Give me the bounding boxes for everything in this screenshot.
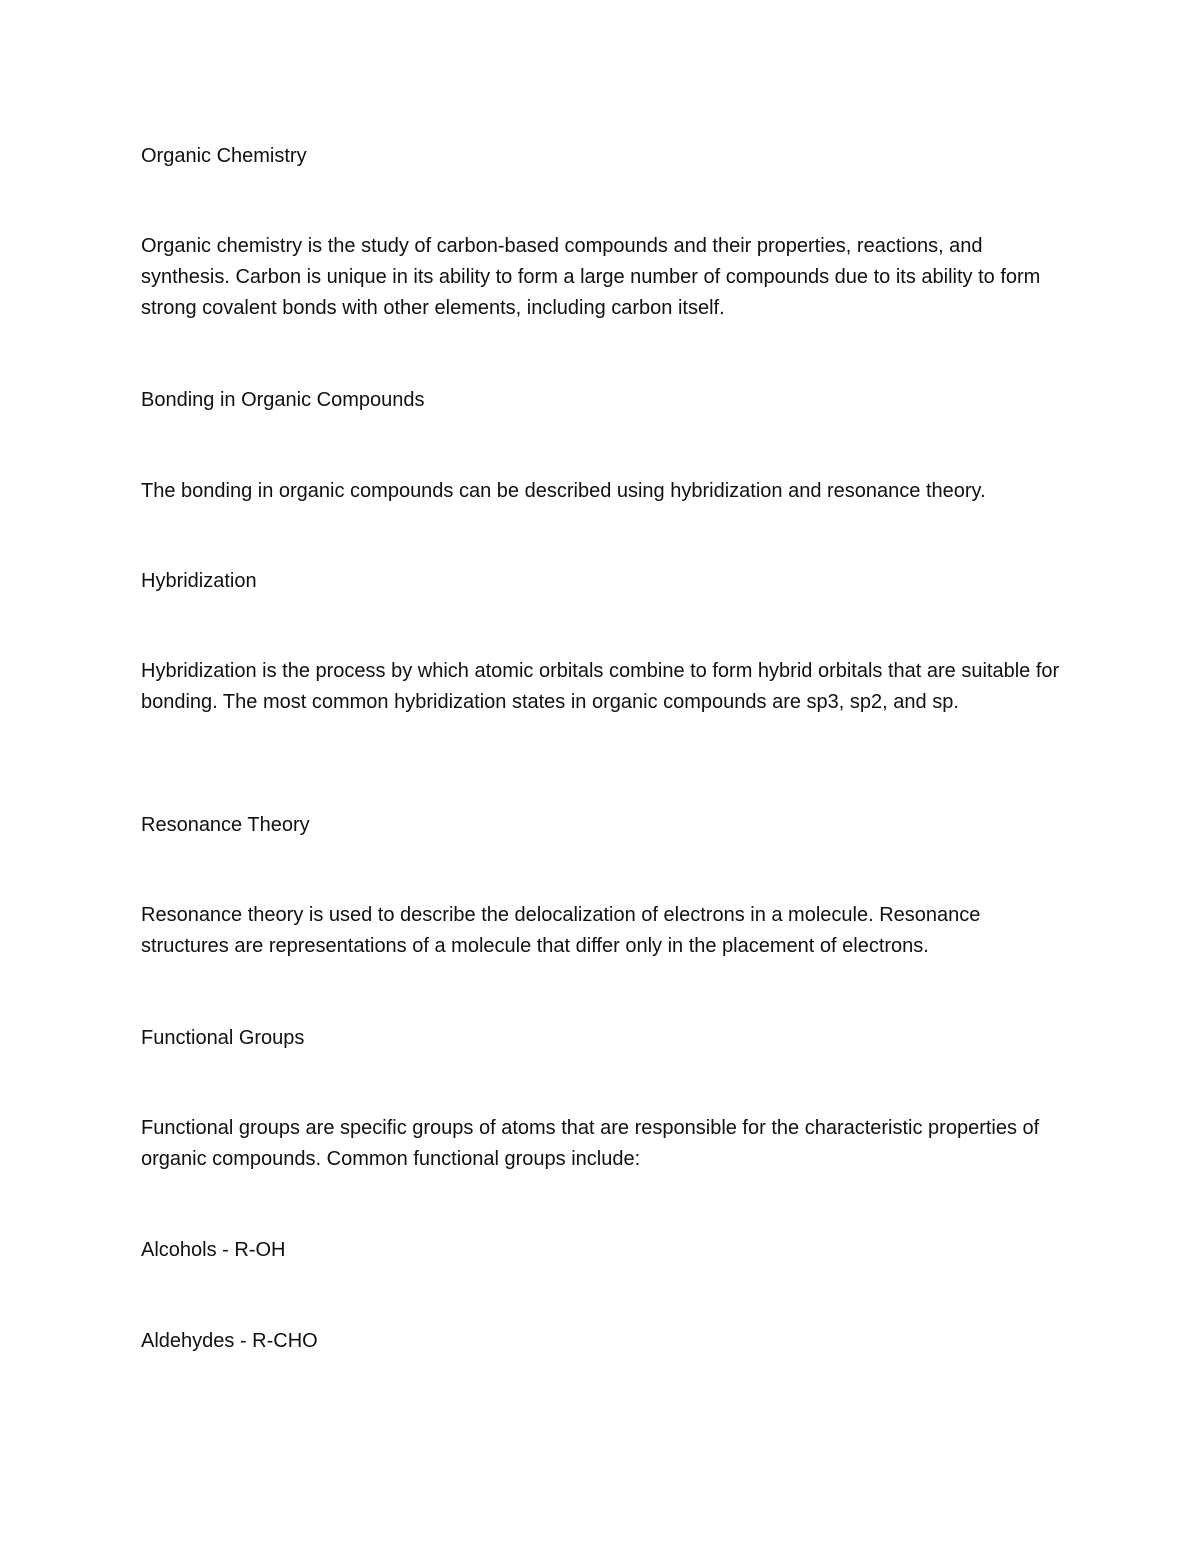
section-body-resonance: Resonance theory is used to describe the delocalization of electrons in a molecule. Resonance structures are representations of a molecule that differ only in the placement of electrons.: [141, 904, 981, 957]
section-heading-bonding: Bonding in Organic Compounds: [141, 389, 425, 411]
document-title: Organic Chemistry: [141, 145, 307, 167]
section-heading-resonance: Resonance Theory: [141, 814, 310, 836]
section-body-functional-groups: Functional groups are specific groups of atoms that are responsible for the characteristic properties of organic compounds. Common functional groups include:: [141, 1117, 1040, 1170]
intro-paragraph: Organic chemistry is the study of carbon-based compounds and their properties, reactions, and synthesis. Carbon is unique in its ability to form a large number of compounds due to its ability to form strong covalent bonds with other elements, including carbon itself.: [141, 235, 1041, 319]
section-body-hybridization: Hybridization is the process by which atomic orbitals combine to form hybrid orbitals that are suitable for bonding. The most common hybridization states in organic compounds are sp3, sp2, and sp.: [141, 660, 1060, 713]
list-item-alcohols: Alcohols - R-OH: [141, 1239, 286, 1261]
section-body-bonding: The bonding in organic compounds can be described using hybridization and resonance theory.: [141, 480, 986, 502]
list-item-aldehydes: Aldehydes - R-CHO: [141, 1330, 318, 1352]
section-heading-hybridization: Hybridization: [141, 570, 257, 592]
section-heading-functional-groups: Functional Groups: [141, 1027, 305, 1049]
